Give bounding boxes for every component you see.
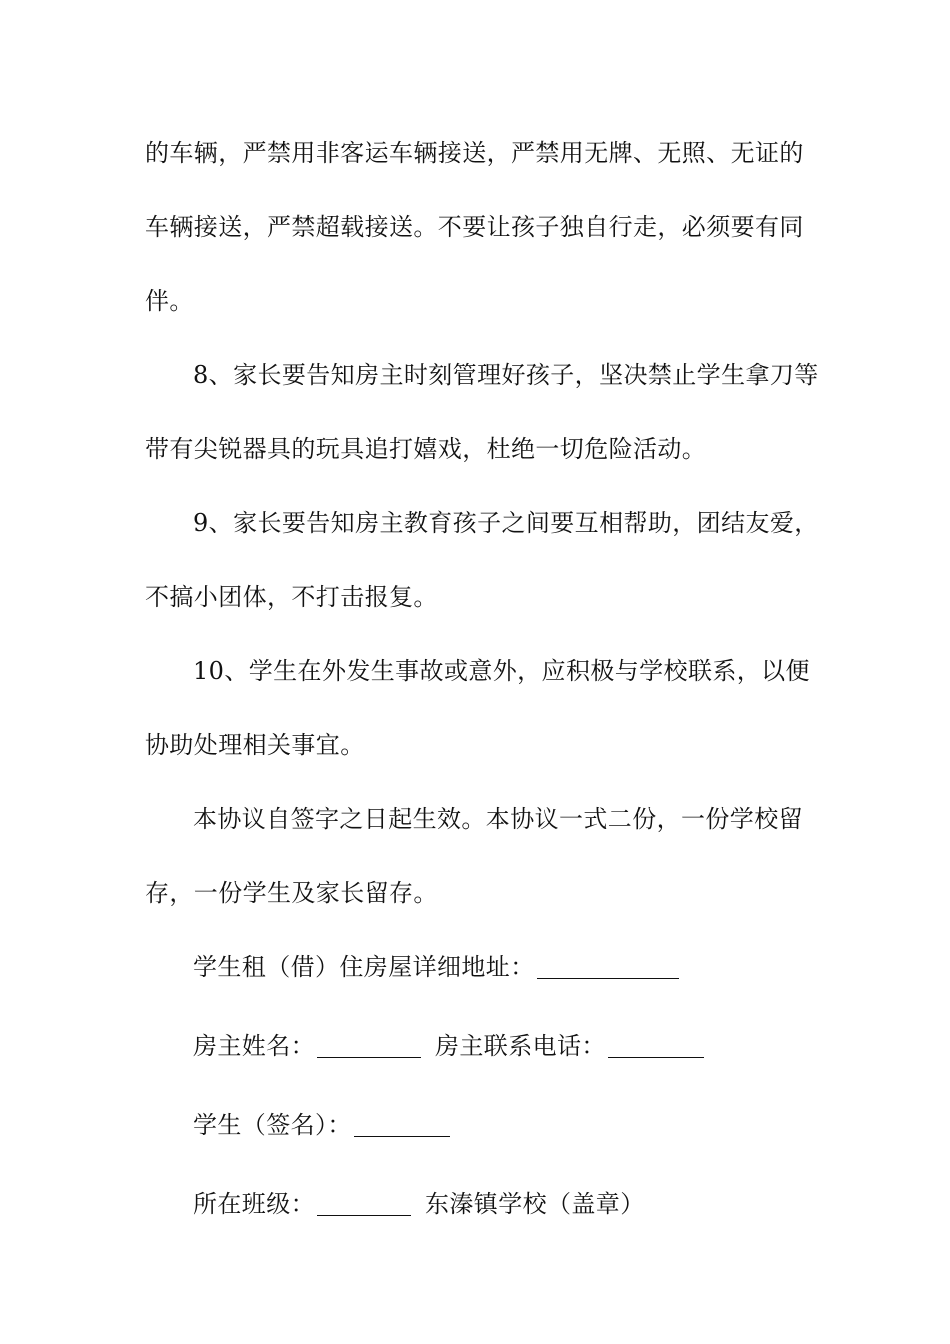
paragraph-effective-clause bbox=[145, 782, 807, 930]
class-blank[interactable] bbox=[317, 1193, 411, 1216]
paragraph-line: 10、学生在外发生事故或意外，应积极与学校联系，以便 bbox=[193, 657, 810, 685]
paragraph-line: 协助处理相关事宜。 bbox=[145, 731, 365, 759]
paragraph-line: 9、家长要告知房主教育孩子之间要互相帮助，团结友爱， bbox=[193, 509, 819, 537]
paragraph-vehicle-rules bbox=[145, 116, 807, 338]
student-signature-label: 学生（签名）： bbox=[193, 1111, 352, 1139]
student-signature-blank[interactable] bbox=[354, 1114, 450, 1137]
address-label: 学生租（借）住房屋详细地址： bbox=[193, 953, 535, 981]
paragraph-line: 伴。 bbox=[145, 287, 194, 315]
paragraph-line: 本协议自签字之日起生效。本协议一式二份，一份学校留 bbox=[193, 805, 803, 833]
paragraph-line: 8、家长要告知房主时刻管理好孩子，坚决禁止学生拿刀等 bbox=[193, 361, 819, 389]
paragraph-line: 车辆接送，严禁超载接送。不要让孩子独自行走，必须要有同 bbox=[145, 213, 804, 241]
paragraph-line: 带有尖锐器具的玩具追打嬉戏，杜绝一切危险活动。 bbox=[145, 435, 707, 463]
address-row bbox=[145, 930, 807, 1004]
class-row bbox=[145, 1167, 807, 1241]
paragraph-item-8 bbox=[145, 338, 819, 486]
document-body bbox=[145, 116, 819, 1241]
class-label: 所在班级： bbox=[193, 1190, 315, 1218]
paragraph-item-9 bbox=[145, 486, 819, 634]
school-seal: 东溱镇学校（盖章） bbox=[425, 1190, 645, 1218]
landlord-name-label: 房主姓名： bbox=[193, 1032, 315, 1060]
signature-form bbox=[145, 930, 807, 1241]
address-blank[interactable] bbox=[537, 956, 679, 979]
paragraph-line: 的车辆，严禁用非客运车辆接送，严禁用无牌、无照、无证的 bbox=[145, 139, 804, 167]
landlord-phone-blank[interactable] bbox=[608, 1035, 704, 1058]
paragraph-line: 不搞小团体，不打击报复。 bbox=[145, 583, 438, 611]
landlord-row bbox=[145, 1009, 807, 1083]
paragraph-line: 存，一份学生及家长留存。 bbox=[145, 879, 438, 907]
landlord-phone-label: 房主联系电话： bbox=[435, 1032, 606, 1060]
paragraph-item-10 bbox=[145, 634, 810, 782]
student-signature-row bbox=[145, 1088, 807, 1162]
landlord-name-blank[interactable] bbox=[317, 1035, 421, 1058]
